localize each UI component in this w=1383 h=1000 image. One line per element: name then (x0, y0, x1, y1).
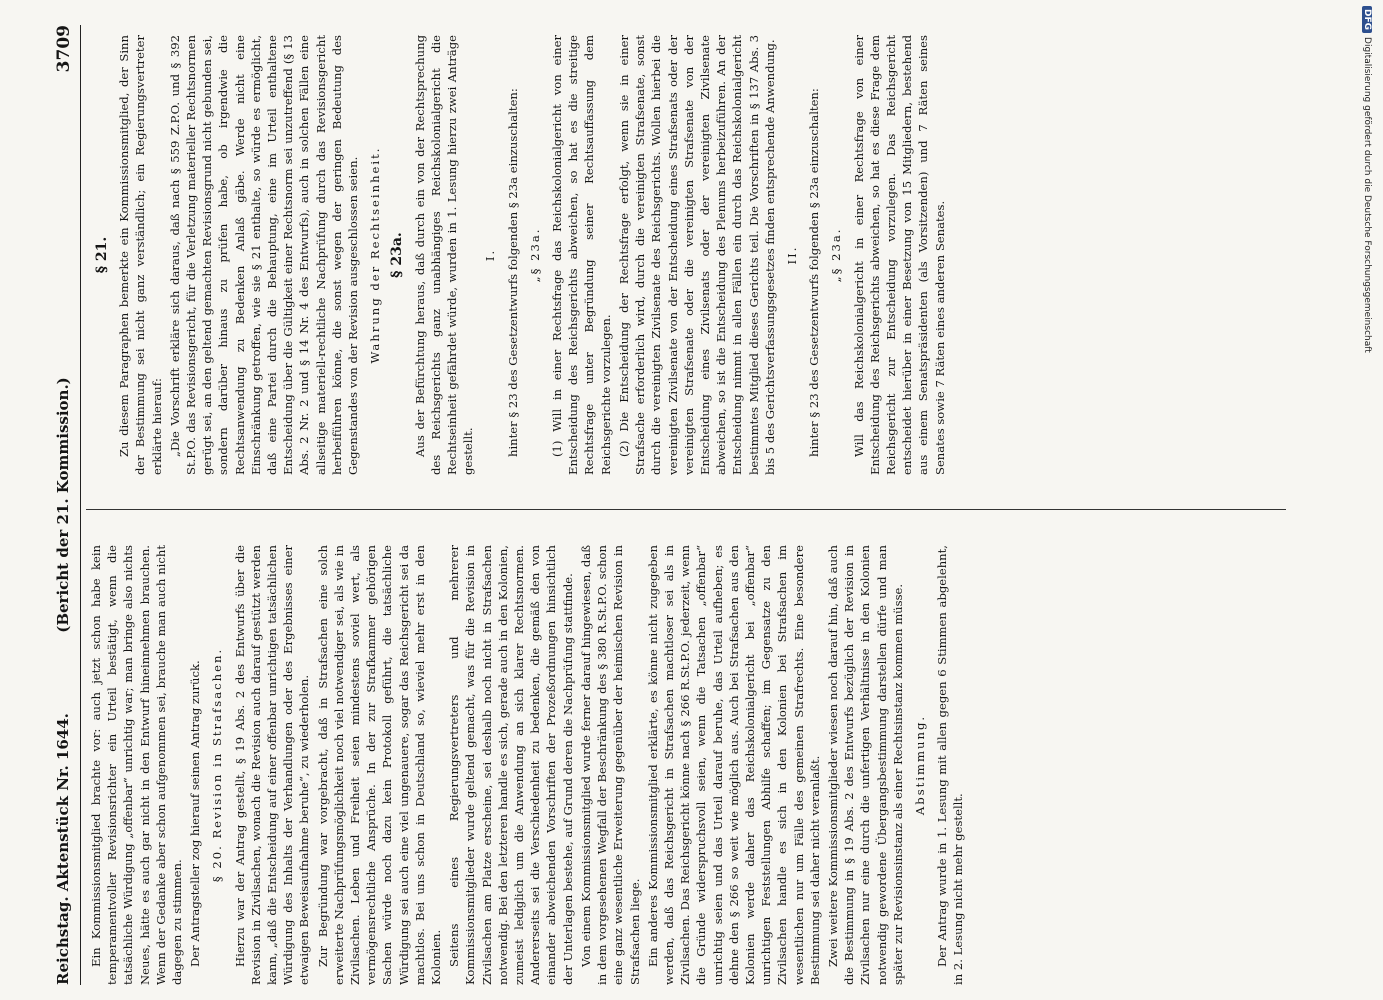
text-paragraph: Will das Reichskolonialgericht in einer Rechtsfrage von einer Entscheidung des Reichsgerichts abweichen, so hat es diese Frage dem Reichsgericht zur Entscheidung vorzulegen. Das Reichsgericht entscheidet hierüber in einer Besetzung von 15 Mitgliedern, bestehend aus einem Senatspräsidenten (als Vorsitzenden) und 7 Räten seines Senates sowie 7 Räten eines anderen Senates. (851, 35, 947, 475)
text-paragraph: Zwei weitere Kommissionsmitglieder wiesen noch darauf hin, daß auch die Bestimmung in § 19 Abs. 2 des Entwurfs bezüglich der Revision in Zivilsachen nur eine durch die unfertigen Verhältnisse in den Kolonien notwendig gewordene Übergangsbestimmung darstellen dürfe und man später zur Revisionsinstanz als einer Rechtsinstanz kommen müsse. (825, 545, 905, 985)
text-paragraph: (1) Will in einer Rechtsfrage das Reichskolonialgericht von einer Entscheidung des Reichsgerichts abweichen, so hat es die streitige Rechtsfrage unter Begründung seiner Rechtsauffassung dem Reichsgerichte vorzulegen. (550, 35, 613, 475)
text-paragraph: (2) Die Entscheidung der Rechtsfrage erfolgt, wenn sie in einer Strafsache erforderlich wird, durch die vereinigten Strafsenate, sonst durch die vereinigten Zivilsenate des Reichsgerichts. Wollen hierbei die vereinigten Zivilsenate von der Entscheidung eines Strafsenats oder der vereinigten Strafsenate oder die vereinigten Strafsenate von der Entscheidung eines Zivilsenats oder der vereinigten Zivilsenate abweichen, so ist die Entscheidung des Plenums herbeizuführen. An der Entscheidung nimmt in allen Fällen ein durch das Reichskolonialgericht bestimmtes Mitglied dieses Gerichts teil. Die Vorschriften in § 137 Abs. 3 bis 5 des Gerichtsverfassungsgesetzes finden entsprechende Anwendung. (616, 35, 777, 475)
text-paragraph: Zu diesem Paragraphen bemerkte ein Kommissionsmitglied, der Sinn der Bestimmung sei nicht ganz verständlich; ein Regierungsvertreter erklärte hierauf: (117, 35, 164, 475)
text-paragraph: „Die Vorschrift erkläre sich daraus, daß nach § 559 Z.P.O. und § 392 St.P.O. das Revisionsgericht, für die Verletzung materieller Rechtsnormen gerügt sei, an den geltend gemachten Revisionsgrund nicht gebunden sei, sondern darüber hinaus zu prüfen habe, ob irgendwie die Rechtsanwendung zu Bedenken Anlaß gäbe. Werde nicht eine Einschränkung getroffen, wie sie § 21 enthalte, so würde es ermöglicht, daß eine Partei durch die Behauptung, eine im Urteil enthaltene Entscheidung über die Gültigkeit einer Rechtsnorm sei unzutreffend (§ 13 Abs. 2 Nr. 2 und § 14 Nr. 4 des Entwurfs), auch in solchen Fällen eine allseitige materiell-rechtliche Nachprüfung durch das Revisionsgericht herbeiführen könne, die sonst wegen der geringen Bedeutung des Gegenstandes von der Revision ausgeschlossen seien. (167, 35, 361, 475)
text-paragraph: Der Antragsteller zog hierauf seinen Antrag zurück. (188, 660, 203, 967)
page-header (50, 25, 80, 985)
dfg-logo: DFG (1362, 6, 1372, 33)
text-paragraph: Ein Kommissionsmitglied brachte vor: auch jetzt schon habe kein temperamentvoller Revisionsrichter ein Urteil bestätigt, wenn die tatsächliche Würdigung „offenbar“ unrichtig war; man bringe also nichts Neues, hätte es auch gar nicht in den Entwurf hineinnehmen brauchen. Wenn der Gedanke aber schon aufgenommen sei, brauche man auch nicht dagegen zu stimmen. (89, 545, 185, 985)
text-paragraph: hinter § 23 des Gesetzentwurfs folgenden § 23a einzuschalten: (505, 88, 520, 457)
header-rule (80, 25, 81, 985)
text-paragraph: Aus der Befürchtung heraus, daß durch ein von der Rechtsprechung des Reichsgerichts ganz unabhängiges Reichskolonialgericht die Rechtseinheit gefährdet würde, wurden in 1. Lesung hierzu zwei Anträge gestellt. (412, 35, 476, 475)
right-column (88, 35, 1313, 475)
paragraph-symbol-heading: § 21. (94, 236, 110, 274)
column-divider (86, 509, 1286, 510)
section-heading: „§ 23a. (829, 227, 844, 283)
text-paragraph: Von einem Kommissionsmitglied wurde ferner darauf hingewiesen, daß in dem vorgesehenen Wegfall der Beschränkung des § 380 R.St.P.O. schon eine ganz wesentliche Erweiterung gegenüber der heimischen Revision in Strafsachen liege. (578, 545, 642, 985)
rotated-page (50, 25, 1320, 985)
section-heading: „§ 23a. (527, 227, 542, 283)
section-heading: Abstimmung. (912, 714, 927, 816)
section-heading: § 20. Revision in Strafsachen. (210, 647, 225, 883)
section-heading: Wahrung der Rechtseinheit. (368, 146, 383, 364)
header-report-title: (Bericht der 21. Kommission.) (54, 377, 72, 633)
section-heading: I. (483, 248, 498, 262)
paragraph-symbol-heading: § 23a. (389, 232, 406, 278)
text-paragraph: Hierzu war der Antrag gestellt, § 19 Abs. 2 des Entwurfs über die Revision in Zivilsachen, wonach die Revision auch darauf gestützt werden kann, „daß die Entscheidung auf einer offenbar unrichtigen tatsächlichen Würdigung des Inhalts der Verhandlungen oder des Ergebnisses einer etwaigen Beweisaufnahme beruhe“, zu wiederholen. (232, 545, 312, 985)
text-paragraph: Ein anderes Kommissionsmitglied erklärte, es könne nicht zugegeben werden, daß das Reichsgericht in Strafsachen machtloser sei als in Zivilsachen. Das Reichsgericht könne nach § 266 R.St.P.O. jederzeit, wenn die Gründe widerspruchsvoll seien, wenn die Tatsachen „offenbar“ unrichtig seien und das Urteil darauf beruhe, das Urteil aufheben; es dehne den § 266 so weit wie möglich aus. Auch bei Strafsachen aus den Kolonien werde daher das Reichskolonialgericht bei „offenbar“ unrichtigen Feststellungen Abhilfe schaffen; im Gegensatze zu den Zivilsachen handle es sich in den Kolonien bei Strafsachen im wesentlichen nur um Fälle des gemeinen Strafrechts. Eine besondere Bestimmung sei daher nicht veranlaßt. (645, 545, 822, 985)
page-number: 3709 (54, 25, 74, 73)
text-paragraph: hinter § 23 des Gesetzentwurfs folgenden § 23a einzuschalten: (807, 88, 822, 457)
left-column (88, 545, 1313, 985)
credit-text: Digitalisierung gefördert durch die Deutsche Forschungsgemeinschaft (1362, 37, 1372, 353)
digitization-credit (1362, 6, 1372, 353)
text-paragraph: Seitens eines Regierungsvertreters und mehrerer Kommissionsmitglieder wurde geltend gemacht, was für die Revision in Zivilsachen am Platze erscheine, sei deshalb noch nicht in Strafsachen notwendig. Bei den letzteren handle es sich, gerade auch in den Kolonien, zumeist lediglich um die Anwendung an sich klarer Rechtsnormen. Andererseits sei die Verschiedenheit zu bedenken, die gemäß den von einander abweichenden Vorschriften der Prozeßordnungen hinsichtlich der Unterlagen bestehe, auf Grund deren die Nachprüfung stattfinde. (447, 545, 575, 985)
text-paragraph: Der Antrag wurde in 1. Lesung mit allen gegen 6 Stimmen abgelehnt, in 2. Lesung nicht mehr gestellt. (935, 545, 966, 985)
header-publication: Reichstag. Aktenstück Nr. 1644. (54, 713, 72, 985)
section-heading: II. (784, 245, 799, 265)
text-paragraph: Zur Begründung war vorgebracht, daß in Strafsachen eine solch erweiterte Nachprüfungsmöglichkeit noch viel notwendiger sei, als wie in Zivilsachen. Leben und Freiheit seien mindestens soviel wert, als vermögensrechtliche Ansprüche. In der zur Strafkammer gehörigen Sachen würde noch dazu kein Protokoll geführt, die tatsächliche Würdigung sei auch eine viel ungenauere, sogar das Reichsgericht sei da machtlos. Bei uns schon in Deutschland so, wieviel mehr erst in den Kolonien. (315, 545, 444, 985)
